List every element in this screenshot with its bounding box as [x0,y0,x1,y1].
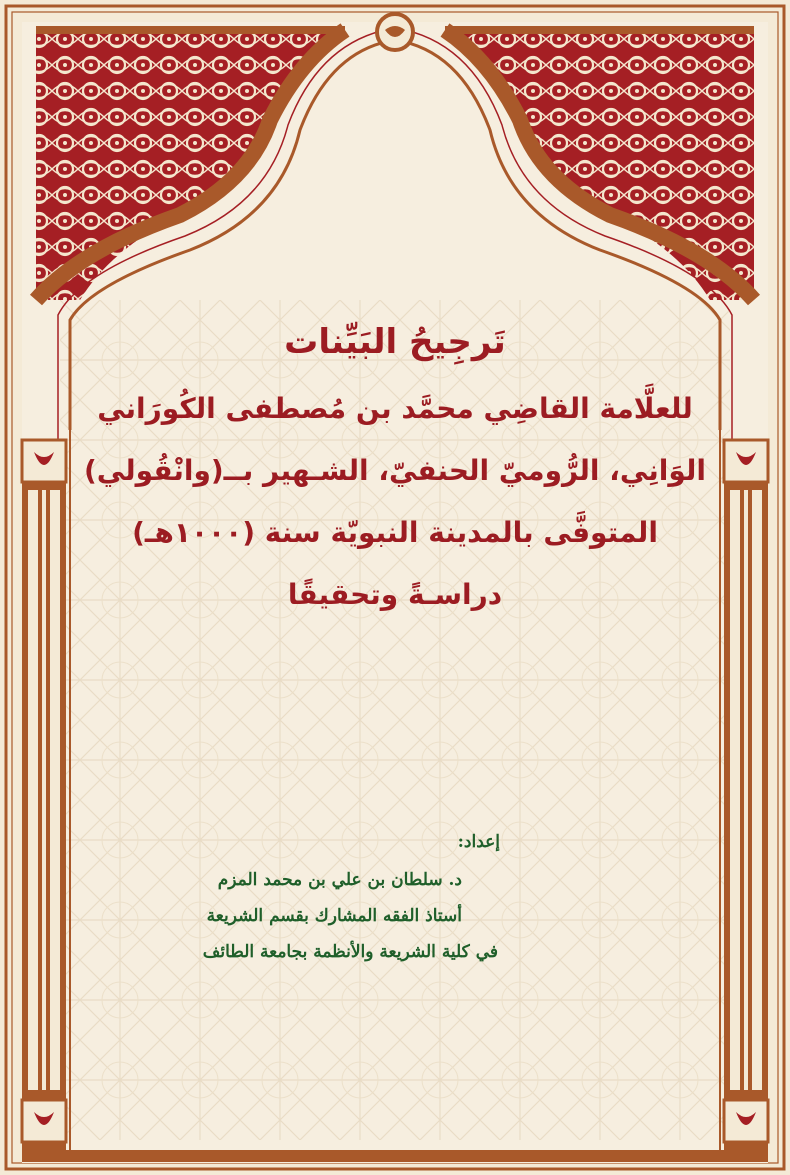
subtitle-line-2: الوَانِي، الرُّوميّ الحنفيّ، الشـهير بــ(وانْقُولي) [84,454,706,487]
book-title: تَرجِيحُ البَيِّنات [284,322,506,362]
subtitle-line-1: للعلَّامة القاضِي محمَّد بن مُصطفى الكُورَاني [97,392,693,425]
prepared-by-label: إعداد: [457,832,500,852]
subtitle-line-3: المتوفَّى بالمدينة النبويّة سنة (١٠٠٠هـ) [132,516,658,549]
author-position: أستاذ الفقه المشارك بقسم الشريعة [206,906,462,926]
title-block [80,318,710,626]
subtitle-line-4: دراسـةً وتحقيقًا [287,578,503,611]
author-block [120,832,520,974]
author-institution: في كلية الشريعة والأنظمة بجامعة الطائف [202,942,498,962]
author-name: د. سلطان بن علي بن محمد المزم [217,870,462,890]
